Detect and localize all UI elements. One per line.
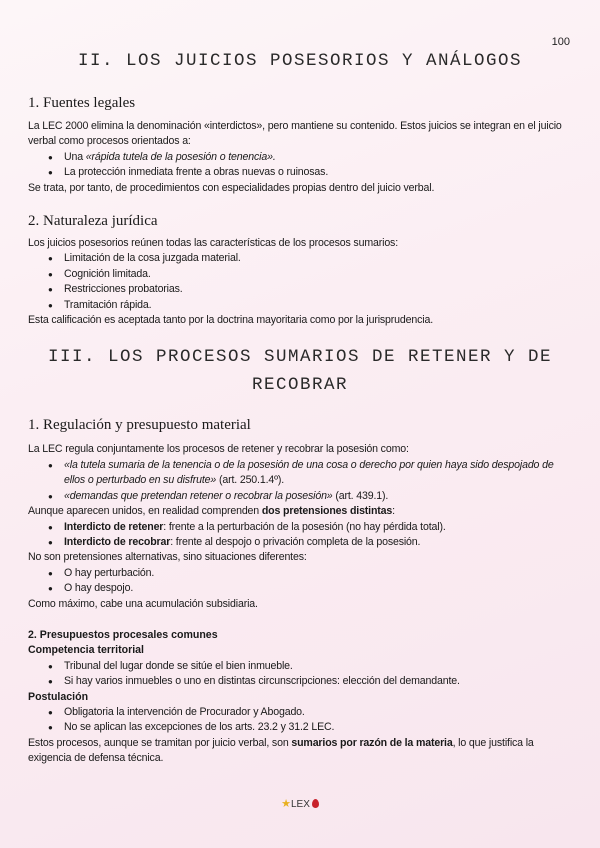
list-item: ● O hay despojo. xyxy=(50,581,572,596)
paragraph: La LEC regula conjuntamente los procesos de retener y recobrar la posesión como: xyxy=(28,443,409,456)
footer-label: LEX xyxy=(290,799,310,810)
paragraph: La LEC 2000 elimina la denominación «interdictos», pero mantiene su contenido. Estos juicios se integran en el juicio verbal como procesos orientados a: xyxy=(28,120,562,148)
paragraph: No son pretensiones alternativas, sino situaciones diferentes: xyxy=(28,551,307,564)
list-item: ● Interdicto de retener: frente a la perturbación de la posesión (no hay pérdida total). xyxy=(50,520,572,535)
section-title-naturaleza: 2. Naturaleza jurídica xyxy=(28,213,158,230)
subsection-heading: Competencia territorial xyxy=(28,644,144,657)
bullet-list xyxy=(50,520,572,551)
star-icon: ★ xyxy=(281,798,291,810)
footer-logo xyxy=(0,797,600,810)
list-item: ● O hay perturbación. xyxy=(50,566,572,581)
chapter-title-line: III. LOS PROCESOS SUMARIOS DE RETENER Y DE xyxy=(47,347,553,368)
subsection-heading: Postulación xyxy=(28,690,89,703)
section-title-regulacion: 1. Regulación y presupuesto material xyxy=(28,417,251,434)
list-item: ● Tramitación rápida. xyxy=(50,298,572,313)
list-item: ● Tribunal del lugar donde se sitúe el bien inmueble. xyxy=(50,659,572,674)
paragraph: Los juicios posesorios reúnen todas las características de los procesos sumarios: xyxy=(28,237,398,250)
list-item: ● La protección inmediata frente a obras nuevas o ruinosas. xyxy=(50,165,572,180)
blood-drop-icon xyxy=(312,799,319,808)
bullet-list xyxy=(50,566,572,597)
list-item: ● «demandas que pretendan retener o recobrar la posesión» (art. 439.1). xyxy=(50,489,572,504)
subsection-title: 2. Presupuestos procesales comunes xyxy=(28,628,218,641)
paragraph: Se trata, por tanto, de procedimientos con especialidades propias dentro del juicio verbal. xyxy=(28,181,435,194)
list-item: ● Obligatoria la intervención de Procurador y Abogado. xyxy=(50,705,572,720)
list-item: ● No se aplican las excepciones de los arts. 23.2 y 31.2 LEC. xyxy=(50,720,572,735)
page-number: 100 xyxy=(551,36,570,48)
list-item: ● Restricciones probatorias. xyxy=(50,282,572,297)
bullet-list xyxy=(50,659,572,690)
list-item: ● Limitación de la cosa juzgada material. xyxy=(50,251,572,266)
bullet-list xyxy=(50,150,572,181)
chapter-title-iii xyxy=(28,343,572,399)
paragraph: Esta calificación es aceptada tanto por la doctrina mayoritaria como por la jurisprudencia. xyxy=(28,314,434,327)
chapter-title-ii: II. LOS JUICIOS POSESORIOS Y ANÁLOGOS xyxy=(77,51,523,71)
list-item: ● Si hay varios inmuebles o uno en distintas circunscripciones: elección del demandante. xyxy=(50,674,572,689)
section-title-fuentes: 1. Fuentes legales xyxy=(28,95,136,111)
bullet-list xyxy=(50,705,572,736)
list-item: ● «la tutela sumaria de la tenencia o de la posesión de una cosa o derecho por quien haya sido despojado de ellos o perturbado en su disfrute» (art. 250.1.4º). xyxy=(50,458,572,489)
document-body xyxy=(28,0,572,767)
list-item: ● Cognición limitada. xyxy=(50,267,572,282)
list-item: ● Una «rápida tutela de la posesión o tenencia». xyxy=(50,150,572,165)
bullet-list xyxy=(50,251,572,313)
paragraph: Como máximo, cabe una acumulación subsidiaria. xyxy=(28,597,258,610)
paragraph: Estos procesos, aunque se tramitan por juicio verbal, son sumarios por razón de la materia, lo que justifica la exigencia de defensa técnica. xyxy=(28,736,534,765)
chapter-title-line: RECOBRAR xyxy=(251,375,348,396)
paragraph: Aunque aparecen unidos, en realidad comprenden dos pretensiones distintas: xyxy=(28,505,395,518)
bullet-list xyxy=(50,458,572,504)
list-item: ● Interdicto de recobrar: frente al despojo o privación completa de la posesión. xyxy=(50,535,572,550)
